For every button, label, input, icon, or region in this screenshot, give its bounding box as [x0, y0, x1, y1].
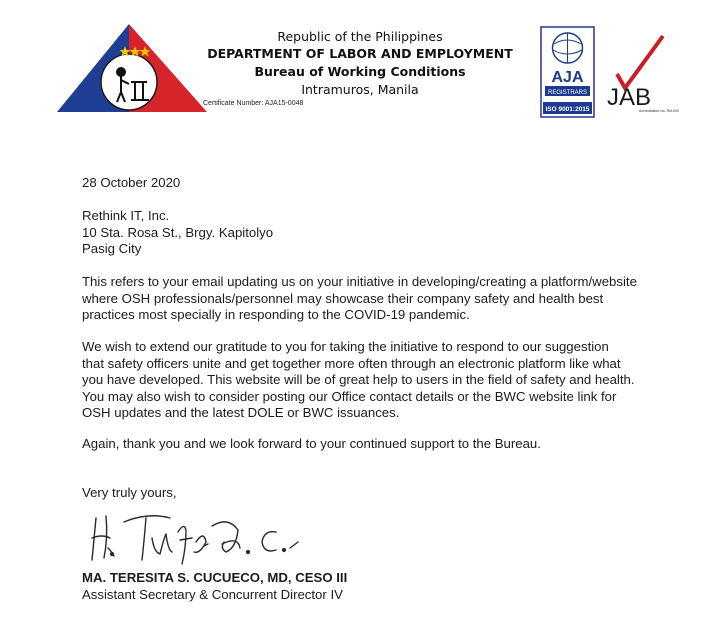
header-country: Republic of the Philippines — [277, 29, 443, 44]
paragraph-line: that safety officers unite and get together more often through an electronic platform like what — [82, 355, 621, 371]
recipient-block — [82, 208, 682, 258]
header-location: Intramuros, Manila — [301, 82, 419, 97]
paragraph-line: practices most specially in responding to the COVID-19 pandemic. — [82, 307, 470, 322]
header-bureau: Bureau of Working Conditions — [254, 64, 466, 79]
paragraph-3: Again, thank you and we look forward to your continued support to the Bureau. — [82, 436, 541, 451]
paragraph-2 — [82, 339, 682, 422]
jab-label: JAB — [607, 84, 652, 111]
jab-note: Accreditation No. RM-000 — [639, 109, 680, 113]
recipient-line: Pasig City — [82, 241, 142, 256]
aja-sub: REGISTRARS — [547, 90, 588, 96]
paragraph-1 — [82, 274, 682, 324]
paragraph-line: you have developed. This website will be of great help to users in the field of safety and health. — [82, 372, 635, 387]
aja-label: AJA — [551, 69, 584, 86]
letter-date: 28 October 2020 — [82, 175, 181, 190]
paragraph-line: You may also wish to consider posting our Office contact details or the BWC website link for — [82, 388, 617, 404]
signatory-name: MA. TERESITA S. CUCUECO, MD, CESO III — [82, 570, 348, 585]
paragraph-line: OSH updates and the latest DOLE or BWC issuances. — [82, 405, 400, 420]
aja-logo — [540, 26, 595, 118]
header-department: DEPARTMENT OF LABOR AND EMPLOYMENT — [207, 46, 513, 61]
paragraph-line: This refers to your email updating us on your initiative in developing/creating a platform/website — [82, 274, 637, 289]
jab-logo — [597, 30, 680, 120]
certificate-number: Certificate Number: AJA15-0048 — [203, 100, 304, 107]
recipient-line: 10 Sta. Rosa St., Brgy. Kapitolyo — [82, 224, 274, 240]
closing: Very truly yours, — [82, 485, 177, 500]
recipient-line: Rethink IT, Inc. — [82, 208, 170, 223]
signature — [88, 508, 308, 570]
paragraph-line: We wish to extend our gratitude to you for taking the initiative to respond to our suggestion — [82, 339, 609, 354]
paragraph-line: where OSH professionals/personnel may showcase their company safety and health best — [82, 290, 604, 306]
signatory-title: Assistant Secretary & Concurrent Director IV — [82, 587, 343, 602]
aja-iso: ISO 9001:2015 — [545, 106, 590, 113]
